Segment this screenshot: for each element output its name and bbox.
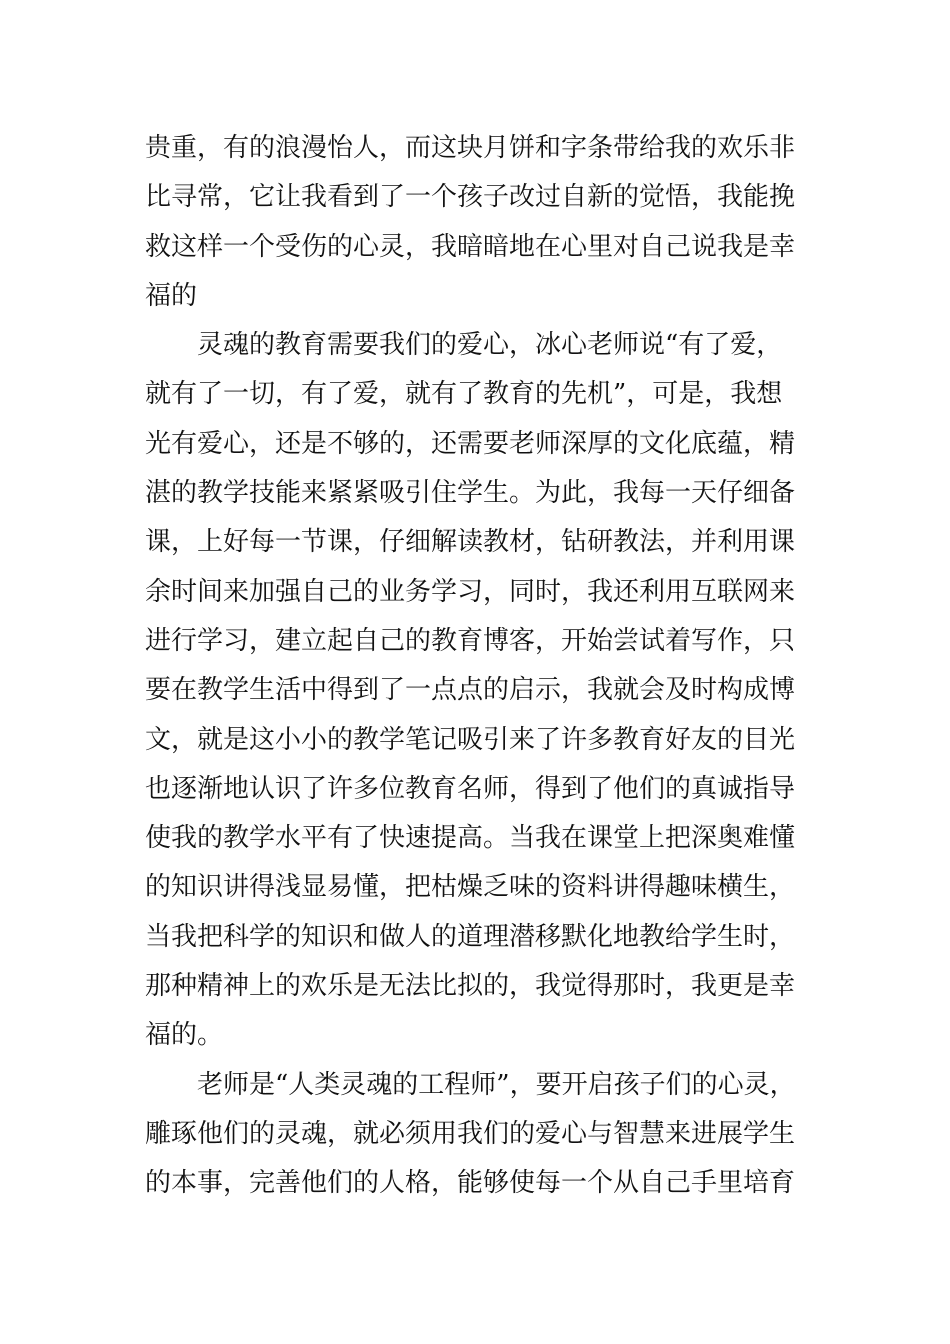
- text-line: 课，上好每一节课，仔细解读教材，钻研教法，并利用课: [145, 527, 796, 558]
- text-line: 那种精神上的欢乐是无法比拟的，我觉得那时，我更是幸: [145, 971, 796, 1002]
- text-line: 湛的教学技能来紧紧吸引住学生。为此，我每一天仔细备: [145, 478, 796, 509]
- text-line: 使我的教学水平有了快速提高。当我在课堂上把深奥难懂: [145, 823, 796, 854]
- text-line: 余时间来加强自己的业务学习，同时，我还利用互联网来: [145, 576, 796, 607]
- text-line: 救这样一个受伤的心灵，我暗暗地在心里对自己说我是幸: [145, 231, 796, 262]
- text-line: 当我把科学的知识和做人的道理潜移默化地教给学生时，: [145, 921, 796, 952]
- text-line: 的知识讲得浅显易懂，把枯燥乏味的资料讲得趣味横生，: [145, 872, 796, 903]
- text-line: 光有爱心，还是不够的，还需要老师深厚的文化底蕴，精: [145, 428, 796, 459]
- text-line: 福的。: [145, 1020, 224, 1051]
- text-line: 灵魂的教育需要我们的爱心，冰心老师说“有了爱，: [145, 330, 783, 361]
- text-line: 雕琢他们的灵魂，就必须用我们的爱心与智慧来进展学生: [145, 1118, 796, 1149]
- text-line: 比寻常，它让我看到了一个孩子改过自新的觉悟，我能挽: [145, 182, 796, 213]
- text-line: 老师是“人类灵魂的工程师”，要开启孩子们的心灵，: [145, 1069, 796, 1100]
- paragraph-3: [145, 1061, 825, 1209]
- text-line: 文，就是这小小的教学笔记吸引来了许多教育好友的目光: [145, 724, 796, 755]
- document-body: [145, 124, 825, 1209]
- text-line: 的本事，完善他们的人格，能够使每一个从自己手里培育: [145, 1168, 796, 1199]
- text-line: 贵重，有的浪漫怡人，而这块月饼和字条带给我的欢乐非: [145, 133, 796, 163]
- text-line: 要在教学生活中得到了一点点的启示，我就会及时构成博: [145, 675, 796, 706]
- text-line: 福的: [145, 280, 198, 311]
- text-line: 进行学习，建立起自己的教育博客，开始尝试着写作，只: [145, 625, 796, 656]
- text-line: 就有了一切，有了爱，就有了教育的先机”，可是，我想: [145, 379, 783, 410]
- paragraph-2: [145, 321, 825, 1060]
- text-line: 也逐渐地认识了许多位教育名师，得到了他们的真诚指导: [145, 773, 796, 804]
- paragraph-1: [145, 124, 825, 321]
